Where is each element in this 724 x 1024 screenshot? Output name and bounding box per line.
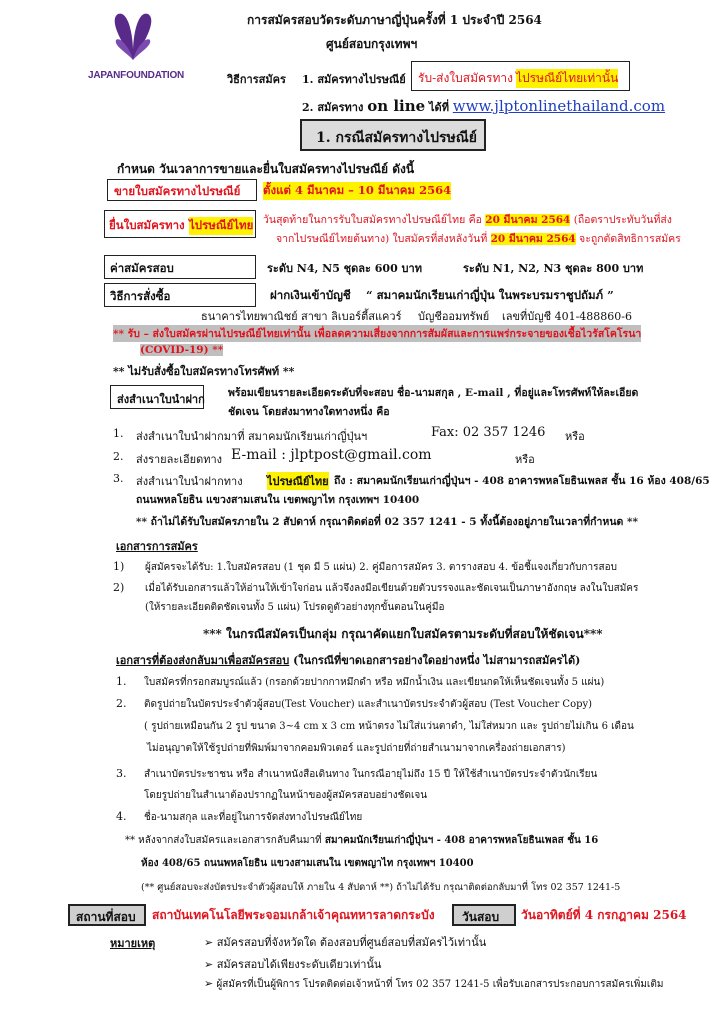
return-item-4 [116, 810, 363, 823]
group-note: *** ในกรณีสมัครเป็นกลุ่ม กรุณาคัดแยกใบสมัครตามระดับที่สอบให้ชัดเจน*** [203, 627, 603, 641]
order-label-box [104, 283, 256, 307]
method-2-suffix: ได้ที่ [429, 101, 449, 114]
slip-footnote: ** ถ้าไม่ได้รับใบสมัครภายใน 2 สัปดาห์ กรุณาติดต่อที่ 02 357 1241 - 5 ทั้งนี้ต้องอยู่ภายในเวลาที่กำหนด ** [136, 516, 638, 528]
method-1-box [411, 61, 630, 91]
remark-item-1 [204, 933, 486, 951]
submit-label-box [104, 210, 256, 238]
arrow-right-icon: ➢ [204, 977, 214, 990]
return-item-2-line-3: ไม่อนุญาตให้ใช้รูปถ่ายที่พิมพ์มาจากคอมพิวเตอร์ และรูปถ่ายที่ถ่ายสำเนามาจากเครื่องถ่ายเอกสาร) [147, 743, 566, 754]
fee-label: ค่าสมัครสอบ [110, 261, 174, 275]
documents-item-2-text-2: (ให้รายละเอียดติดชัดเจนทั้ง 5 แผ่น) โปรดดูตัวอย่างทุกขั้นตอนในคู่มือ [145, 602, 445, 613]
remark-item-2 [204, 955, 381, 973]
return-after-2: ห้อง 408/65 ถนนพหลโยธิน แขวงสามเสนใน เขตพญาไท กรุงเทพฯ 10400 [141, 858, 474, 869]
covid-notice-line-1: ** รับ – ส่งใบสมัครผ่านไปรษณีย์ไทยเท่านั้น เพื่อลดความเสี่ยงจากการสัมผัสและการแพร่กระจายของเชื้อไวรัสโคโรนา [113, 325, 641, 342]
return-item-2 [116, 697, 593, 710]
list-number: 2. [113, 450, 124, 463]
fee-high-levels: ระดับ N1, N2, N3 ชุดละ 800 บาท [463, 262, 644, 275]
order-deposit: ฝากเงินเข้าบัญชี [270, 288, 351, 302]
fax-number: Fax: 02 357 1246 [431, 425, 546, 440]
submit-line-1 [263, 211, 672, 228]
remarks-label: หมายเหตุ [110, 937, 156, 950]
return-item-3-line-2: โดยรูปถ่ายในสำเนาต้องปรากฏในหน้าของผู้สมัครสอบอย่างชัดเจน [144, 790, 428, 801]
documents-item-2 [113, 581, 639, 594]
list-number: 3. [116, 767, 127, 780]
online-url-link[interactable]: www.jlptonlinethailand.com [452, 97, 666, 115]
email-address[interactable]: E-mail : jlptpost@gmail.com [231, 447, 432, 463]
method-2-prefix: 2. สมัครทาง [302, 101, 364, 114]
arrow-right-icon: ➢ [204, 936, 214, 949]
list-number: 4. [116, 810, 127, 823]
return-after-address: สมาคมนักเรียนเก่าญี่ปุ่นฯ - 408 อาคารพหลโยธินเพลส ชั้น 16 [324, 835, 599, 846]
list-number: 3. [113, 472, 124, 485]
slip-item-2-or: หรือ [515, 453, 535, 466]
return-item-2-line-2: ( รูปถ่ายเหมือนกัน 2 รูป ขนาด 3~4 cm x 3 cm หน้าตรง ไม่ใส่แว่นตาดำ, ไม่ใส่หมวก และ รูปถ่ายไม่เกิน 6 เดือน [144, 721, 634, 732]
logo-text: JAPANFOUNDATION [88, 70, 185, 81]
slip-item-1-text: ส่งสำเนาใบนำฝากมาที่ สมาคมนักเรียนเก่าญี่ปุ่นฯ [136, 430, 368, 443]
order-account-number: เลขที่บัญชี 401-488860-6 [502, 310, 633, 323]
submit-line-2 [276, 230, 681, 247]
venue-value: สถาบันเทคโนโลยีพระจอมเกล้าเจ้าคุณทหารลาดกระบัง [152, 908, 435, 922]
list-number: 2. [116, 697, 127, 710]
venue-label: สถานที่สอบ [76, 910, 136, 924]
slip-item-3-address: ถึง : สมาคมนักเรียนเก่าญี่ปุ่นฯ - 408 อาคารพหลโยธินเพลส ชั้น 16 ห้อง 408/65 [334, 475, 710, 487]
order-branch: สาขา ลิเบอร์ตี้สแควร์ [301, 310, 402, 323]
submit-line-2-text: จากไปรษณีย์ไทยต้นทาง) ใบสมัครที่ส่งหลังวันที่ [276, 233, 488, 245]
arrow-right-icon: ➢ [204, 958, 214, 971]
documents-item-2-text: เมื่อได้รับเอกสารแล้วให้อ่านให้เข้าใจก่อน แล้วจึงลงมือเขียนด้วยตัวบรรจงและชัดเจนเป็นภาษาอังกฤษ ลงในใบสมัคร [145, 583, 639, 594]
slip-item-3-address-2: ถนนพหลโยธิน แขวงสามเสนใน เขตพญาไท กรุงเทพฯ 10400 [136, 494, 420, 506]
remark-text: สมัครสอบที่จังหวัดใด ต้องสอบที่ศูนย์สอบที่สมัครไว้เท่านั้น [216, 936, 487, 949]
slip-label-box [110, 385, 204, 409]
documents-item-1 [113, 560, 617, 573]
submit-line-1-note: (ถือตราประทับวันที่ส่ง [573, 214, 672, 226]
order-bank: ธนาคารไทยพาณิชย์ [201, 310, 298, 323]
method-2-online: on line [367, 97, 426, 115]
return-item-1-line-1: ใบสมัครที่กรอกสมบูรณ์แล้ว (กรอกด้วยปากกาหมึกดำ หรือ หมึกน้ำเงิน และเขียนกดให้เห็นชัดเจนทั้ง 5 แผ่น) [144, 677, 605, 688]
fee-label-box [104, 255, 256, 279]
remark-text: สมัครสอบได้เพียงระดับเดียวเท่านั้น [216, 958, 382, 971]
covid-notice-line-2: (COVID-19) ** [140, 344, 224, 356]
order-label: วิธีการสั่งซื้อ [110, 289, 171, 303]
slip-item-3-highlight: ไปรษณีย์ไทย [267, 472, 329, 490]
list-number: 1. [116, 675, 127, 688]
slip-label: ส่งสำเนาใบนำฝาก [117, 393, 205, 406]
slip-item-2-text: ส่งรายละเอียดทาง [136, 453, 223, 466]
slip-text-2: ชัดเจน โดยส่งมาทางใดทางหนึ่ง คือ [228, 406, 390, 418]
remark-text: ผู้สมัครที่เป็นผู้พิการ โปรดติดต่อเจ้าหน้าที่ โทร 02 357 1241-5 เพื่อรับเอกสารประกอบการสมัครเพิ่มเติม [216, 979, 664, 990]
return-docs-title: เอกสารที่ต้องส่งกลับมาเพื่อสมัครสอบ [116, 654, 290, 667]
slip-item-3-text: ส่งสำเนาใบนำฝากทาง [136, 475, 243, 488]
return-docs-heading [116, 651, 580, 669]
documents-item-1-text: ผู้สมัครจะได้รับ: 1.ใบสมัครสอบ (1 ชุด มี 5 แผ่น) 2. คู่มือการสมัคร 3. ตารางสอบ 4. ข้อชี้แจงเกี่ยวกับการสอบ [145, 562, 617, 573]
return-item-1 [116, 675, 605, 688]
schedule-intro: กำหนด วันเวลาการขายและยื่นใบสมัครทางไปรษณีย์ ดังนี้ [117, 162, 415, 176]
return-after-3: (** ศูนย์สอบจะส่งบัตรประจำตัวผู้สอบให้ ภายใน 4 สัปดาห์ **) ถ้าไม่ได้รับ กรุณาติดต่อกลับมาที่ โทร 02 357 1241-5 [141, 882, 621, 893]
venue-label-box [68, 904, 146, 926]
exam-date-value: วันอาทิตย์ที่ 4 กรกฎาคม 2564 [521, 908, 687, 922]
list-number: 2) [113, 581, 125, 594]
list-number: 1. [113, 427, 124, 440]
remark-item-3 [204, 977, 663, 992]
method-1-box-text: รับ-ส่งใบสมัครทาง [418, 71, 513, 85]
exam-date-label-box [452, 904, 516, 926]
return-item-3-line-1: สำเนาบัตรประชาชน หรือ สำเนาหนังสือเดินทาง ในกรณีอายุไม่ถึง 15 ปี ให้ใช้สำเนาบัตรประจำตัวนักเรียน [144, 769, 598, 780]
submit-label: ยื่นใบสมัครทาง [109, 218, 185, 232]
return-after-text: ** หลังจากส่งใบสมัครและเอกสารกลับคืนมาที่ [125, 835, 322, 846]
return-docs-note: (ในกรณีที่ขาดเอกสารอย่างใดอย่างหนึ่ง ไม่สามารถสมัครได้) [293, 654, 581, 667]
section-title-box [300, 119, 486, 151]
return-item-2-line-1: ติดรูปถ่ายในบัตรประจำตัวผู้สอบ(Test Voucher) และสำเนาบัตรประจำตัวผู้สอบ (Test Voucher Copy) [144, 699, 593, 710]
list-number: 1) [113, 560, 125, 573]
method-2 [302, 97, 665, 116]
exam-center: ศูนย์สอบกรุงเทพฯ [326, 37, 418, 51]
submit-deadline-date: 20 มีนาคม 2564 [485, 214, 571, 226]
slip-text-1: พร้อมเขียนรายละเอียดระดับที่จะสอบ ชื่อ-นามสกุล , E-mail , ที่อยู่และโทรศัพท์ให้ละเอียด [228, 387, 639, 399]
fee-low-levels: ระดับ N4, N5 ชุดละ 600 บาท [267, 262, 422, 275]
method-1: 1. สมัครทางไปรษณีย์ [302, 73, 406, 86]
return-item-3 [116, 767, 598, 780]
order-account-type: บัญชีออมทรัพย์ [418, 310, 490, 323]
submit-line-2-note: จะถูกตัดสิทธิการสมัคร [579, 233, 681, 245]
page-title: การสมัครสอบวัดระดับภาษาญี่ปุ่นครั้งที่ 1 ประจำปี 2564 [247, 13, 542, 27]
section-title: 1. กรณีสมัครทางไปรษณีย์ [316, 130, 477, 146]
submit-late-date: 20 มีนาคม 2564 [490, 233, 576, 245]
documents-heading: เอกสารการสมัคร [116, 540, 198, 553]
submit-line-1-text: วันสุดท้ายในการรับใบสมัครทางไปรษณีย์ไทย คือ [263, 214, 482, 226]
sale-dates: ตั้งแต่ 4 มีนาคม – 10 มีนาคม 2564 [263, 182, 451, 200]
method-label: วิธีการสมัคร [227, 73, 286, 86]
return-after-1 [125, 833, 598, 848]
submit-label-highlight: ไปรษณีย์ไทย [189, 217, 253, 235]
logo [88, 10, 185, 85]
order-account-name: “ สมาคมนักเรียนเก่าญี่ปุ่น ในพระบรมราชูปถัมภ์ ” [366, 288, 614, 302]
slip-item-1-or: หรือ [565, 430, 585, 443]
butterfly-logo-icon [88, 10, 178, 65]
no-phone-notice: ** ไม่รับสั่งซื้อใบสมัครทางโทรศัพท์ ** [113, 365, 295, 378]
sale-label: ขายใบสมัครทางไปรษณีย์ [114, 184, 241, 198]
sale-label-box [107, 179, 257, 201]
return-item-4-line-1: ชื่อ-นามสกุล และที่อยู่ในการจัดส่งทางไปรษณีย์ไทย [144, 812, 363, 823]
method-1-box-highlight: ไปรษณีย์ไทยเท่านั้น [516, 69, 618, 88]
exam-date-label: วันสอบ [462, 910, 500, 924]
